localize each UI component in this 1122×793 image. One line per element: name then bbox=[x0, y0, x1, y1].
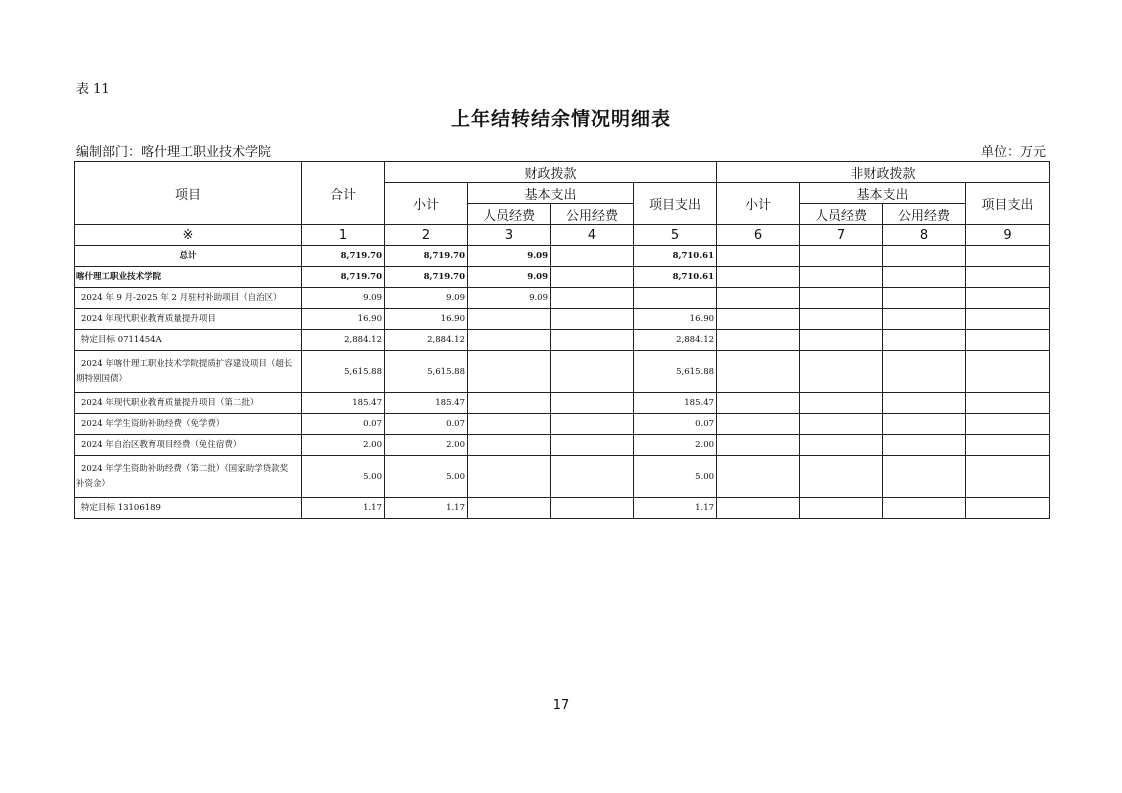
cell-nonfiscal-personnel bbox=[800, 246, 883, 267]
cell-nonfiscal-subtotal bbox=[717, 246, 800, 267]
row-name-line-2: 补资金） bbox=[76, 478, 111, 489]
index-cell: 4 bbox=[551, 225, 634, 246]
cell-fiscal-personnel bbox=[468, 435, 551, 456]
cell-fiscal-public bbox=[551, 246, 634, 267]
cell-nonfiscal-project bbox=[966, 414, 1050, 435]
cell-nonfiscal-personnel bbox=[800, 498, 883, 519]
cell-nonfiscal-project bbox=[966, 456, 1050, 498]
cell-nonfiscal-project bbox=[966, 435, 1050, 456]
index-row bbox=[75, 225, 1050, 246]
cell-fiscal-public bbox=[551, 498, 634, 519]
cell-total: 0.07 bbox=[302, 414, 385, 435]
cell-fiscal-project: 185.47 bbox=[634, 393, 717, 414]
unit-label: 单位：万元 bbox=[980, 145, 1046, 160]
cell-nonfiscal-project bbox=[966, 309, 1050, 330]
cell-fiscal-personnel bbox=[468, 351, 551, 393]
table-row-unit bbox=[75, 267, 1050, 288]
cell-fiscal-public bbox=[551, 414, 634, 435]
cell-fiscal-public bbox=[551, 456, 634, 498]
department-label: 编制部门：喀什理工职业技术学院 bbox=[76, 145, 272, 160]
cell-fiscal-personnel: 9.09 bbox=[468, 267, 551, 288]
cell-fiscal-subtotal: 5,615.88 bbox=[385, 351, 468, 393]
cell-total: 8,719.70 bbox=[302, 267, 385, 288]
cell-nonfiscal-public bbox=[883, 309, 966, 330]
header-fiscal-public: 公用经费 bbox=[551, 204, 634, 225]
cell-fiscal-public bbox=[551, 435, 634, 456]
cell-fiscal-personnel bbox=[468, 330, 551, 351]
cell-fiscal-project: 5.00 bbox=[634, 456, 717, 498]
cell-nonfiscal-public bbox=[883, 288, 966, 309]
row-name: 2024 年 9 月-2025 年 2 月驻村补助项目（自治区） bbox=[75, 288, 302, 309]
cell-total: 16.90 bbox=[302, 309, 385, 330]
cell-fiscal-public bbox=[551, 393, 634, 414]
cell-fiscal-project: 5,615.88 bbox=[634, 351, 717, 393]
row-name: 2024 年现代职业教育质量提升项目 bbox=[75, 309, 302, 330]
cell-nonfiscal-project bbox=[966, 351, 1050, 393]
cell-total: 5.00 bbox=[302, 456, 385, 498]
cell-fiscal-public bbox=[551, 288, 634, 309]
header-nonfiscal-public: 公用经费 bbox=[883, 204, 966, 225]
cell-fiscal-personnel bbox=[468, 498, 551, 519]
index-cell: ※ bbox=[75, 225, 302, 246]
cell-fiscal-subtotal: 8,719.70 bbox=[385, 246, 468, 267]
cell-nonfiscal-subtotal bbox=[717, 309, 800, 330]
header-total: 合计 bbox=[302, 162, 385, 225]
table-row bbox=[75, 351, 1050, 393]
cell-nonfiscal-subtotal bbox=[717, 267, 800, 288]
cell-nonfiscal-personnel bbox=[800, 309, 883, 330]
index-cell: 6 bbox=[717, 225, 800, 246]
header-item: 项目 bbox=[75, 162, 302, 225]
cell-nonfiscal-personnel bbox=[800, 393, 883, 414]
cell-total: 2.00 bbox=[302, 435, 385, 456]
cell-fiscal-personnel bbox=[468, 456, 551, 498]
cell-fiscal-personnel: 9.09 bbox=[468, 288, 551, 309]
carryover-table bbox=[74, 161, 1050, 519]
table-row bbox=[75, 288, 1050, 309]
row-name bbox=[75, 351, 302, 393]
cell-fiscal-subtotal: 0.07 bbox=[385, 414, 468, 435]
table-number: 表 11 bbox=[76, 82, 110, 97]
header-fiscal-project: 项目支出 bbox=[634, 183, 717, 225]
index-cell: 8 bbox=[883, 225, 966, 246]
cell-fiscal-subtotal: 2.00 bbox=[385, 435, 468, 456]
cell-nonfiscal-public bbox=[883, 246, 966, 267]
table-header bbox=[75, 162, 1050, 225]
page-title: 上年结转结余情况明细表 bbox=[450, 108, 671, 130]
table-row bbox=[75, 456, 1050, 498]
header-fiscal-basic: 基本支出 bbox=[468, 183, 634, 204]
cell-fiscal-project: 0.07 bbox=[634, 414, 717, 435]
cell-fiscal-personnel: 9.09 bbox=[468, 246, 551, 267]
cell-nonfiscal-public bbox=[883, 435, 966, 456]
cell-nonfiscal-personnel bbox=[800, 330, 883, 351]
cell-fiscal-public bbox=[551, 309, 634, 330]
cell-nonfiscal-subtotal bbox=[717, 288, 800, 309]
row-name-line-1: 2024 年学生资助补助经费（第二批）（国家助学贷款奖 bbox=[81, 463, 289, 474]
header-nonfiscal-project: 项目支出 bbox=[966, 183, 1050, 225]
cell-nonfiscal-project bbox=[966, 330, 1050, 351]
cell-nonfiscal-public bbox=[883, 498, 966, 519]
row-name: 2024 年现代职业教育质量提升项目（第二批） bbox=[75, 393, 302, 414]
cell-nonfiscal-subtotal bbox=[717, 456, 800, 498]
cell-nonfiscal-public bbox=[883, 414, 966, 435]
cell-nonfiscal-personnel bbox=[800, 267, 883, 288]
cell-nonfiscal-subtotal bbox=[717, 330, 800, 351]
cell-total: 8,719.70 bbox=[302, 246, 385, 267]
cell-nonfiscal-public bbox=[883, 456, 966, 498]
cell-nonfiscal-personnel bbox=[800, 414, 883, 435]
cell-fiscal-project: 1.17 bbox=[634, 498, 717, 519]
index-row-group bbox=[75, 225, 1050, 246]
cell-fiscal-subtotal: 16.90 bbox=[385, 309, 468, 330]
cell-fiscal-public bbox=[551, 351, 634, 393]
table-row bbox=[75, 330, 1050, 351]
header-fiscal-personnel: 人员经费 bbox=[468, 204, 551, 225]
index-cell: 5 bbox=[634, 225, 717, 246]
index-cell: 9 bbox=[966, 225, 1050, 246]
cell-nonfiscal-personnel bbox=[800, 351, 883, 393]
cell-nonfiscal-subtotal bbox=[717, 435, 800, 456]
cell-fiscal-project: 8,710.61 bbox=[634, 246, 717, 267]
table-row bbox=[75, 309, 1050, 330]
cell-total: 1.17 bbox=[302, 498, 385, 519]
cell-nonfiscal-project bbox=[966, 498, 1050, 519]
index-cell: 7 bbox=[800, 225, 883, 246]
row-name: 总计 bbox=[75, 246, 302, 267]
cell-fiscal-public bbox=[551, 330, 634, 351]
table-row bbox=[75, 435, 1050, 456]
header-fiscal-subtotal: 小计 bbox=[385, 183, 468, 225]
cell-fiscal-personnel bbox=[468, 309, 551, 330]
cell-nonfiscal-personnel bbox=[800, 435, 883, 456]
index-cell: 1 bbox=[302, 225, 385, 246]
cell-nonfiscal-personnel bbox=[800, 456, 883, 498]
cell-fiscal-subtotal: 1.17 bbox=[385, 498, 468, 519]
cell-nonfiscal-subtotal bbox=[717, 414, 800, 435]
cell-fiscal-project: 16.90 bbox=[634, 309, 717, 330]
cell-fiscal-personnel bbox=[468, 393, 551, 414]
header-fiscal: 财政拨款 bbox=[385, 162, 717, 183]
table-row bbox=[75, 498, 1050, 519]
cell-nonfiscal-public bbox=[883, 393, 966, 414]
cell-nonfiscal-personnel bbox=[800, 288, 883, 309]
row-name: 喀什理工职业技术学院 bbox=[75, 267, 302, 288]
cell-total: 2,884.12 bbox=[302, 330, 385, 351]
cell-nonfiscal-project bbox=[966, 393, 1050, 414]
table-row-grand-total bbox=[75, 246, 1050, 267]
cell-fiscal-personnel bbox=[468, 414, 551, 435]
cell-fiscal-subtotal: 8,719.70 bbox=[385, 267, 468, 288]
cell-nonfiscal-subtotal bbox=[717, 351, 800, 393]
cell-fiscal-project: 2,884.12 bbox=[634, 330, 717, 351]
row-name-line-1: 2024 年喀什理工职业技术学院提质扩容建设项目（超长 bbox=[81, 358, 293, 369]
cell-fiscal-subtotal: 9.09 bbox=[385, 288, 468, 309]
header-nonfiscal-personnel: 人员经费 bbox=[800, 204, 883, 225]
cell-nonfiscal-subtotal bbox=[717, 498, 800, 519]
row-name: 特定目标 13106189 bbox=[75, 498, 302, 519]
header-nonfiscal-subtotal: 小计 bbox=[717, 183, 800, 225]
index-cell: 2 bbox=[385, 225, 468, 246]
cell-fiscal-project bbox=[634, 288, 717, 309]
table-row bbox=[75, 393, 1050, 414]
cell-fiscal-public bbox=[551, 267, 634, 288]
cell-nonfiscal-subtotal bbox=[717, 393, 800, 414]
cell-nonfiscal-public bbox=[883, 267, 966, 288]
row-name: 2024 年自治区教育项目经费（免住宿费） bbox=[75, 435, 302, 456]
cell-fiscal-project: 8,710.61 bbox=[634, 267, 717, 288]
table-body bbox=[75, 246, 1050, 519]
cell-fiscal-project: 2.00 bbox=[634, 435, 717, 456]
cell-total: 5,615.88 bbox=[302, 351, 385, 393]
cell-nonfiscal-project bbox=[966, 246, 1050, 267]
cell-nonfiscal-public bbox=[883, 330, 966, 351]
cell-total: 9.09 bbox=[302, 288, 385, 309]
cell-total: 185.47 bbox=[302, 393, 385, 414]
header-nonfiscal: 非财政拨款 bbox=[717, 162, 1050, 183]
index-cell: 3 bbox=[468, 225, 551, 246]
cell-fiscal-subtotal: 2,884.12 bbox=[385, 330, 468, 351]
page-number: 17 bbox=[552, 698, 570, 713]
row-name bbox=[75, 456, 302, 498]
cell-fiscal-subtotal: 185.47 bbox=[385, 393, 468, 414]
cell-nonfiscal-project bbox=[966, 267, 1050, 288]
header-nonfiscal-basic: 基本支出 bbox=[800, 183, 966, 204]
cell-nonfiscal-project bbox=[966, 288, 1050, 309]
row-name: 2024 年学生资助补助经费（免学费） bbox=[75, 414, 302, 435]
table-row bbox=[75, 414, 1050, 435]
cell-fiscal-subtotal: 5.00 bbox=[385, 456, 468, 498]
row-name-line-2: 期特别国债） bbox=[76, 373, 128, 384]
cell-nonfiscal-public bbox=[883, 351, 966, 393]
row-name: 特定目标 0711454A bbox=[75, 330, 302, 351]
